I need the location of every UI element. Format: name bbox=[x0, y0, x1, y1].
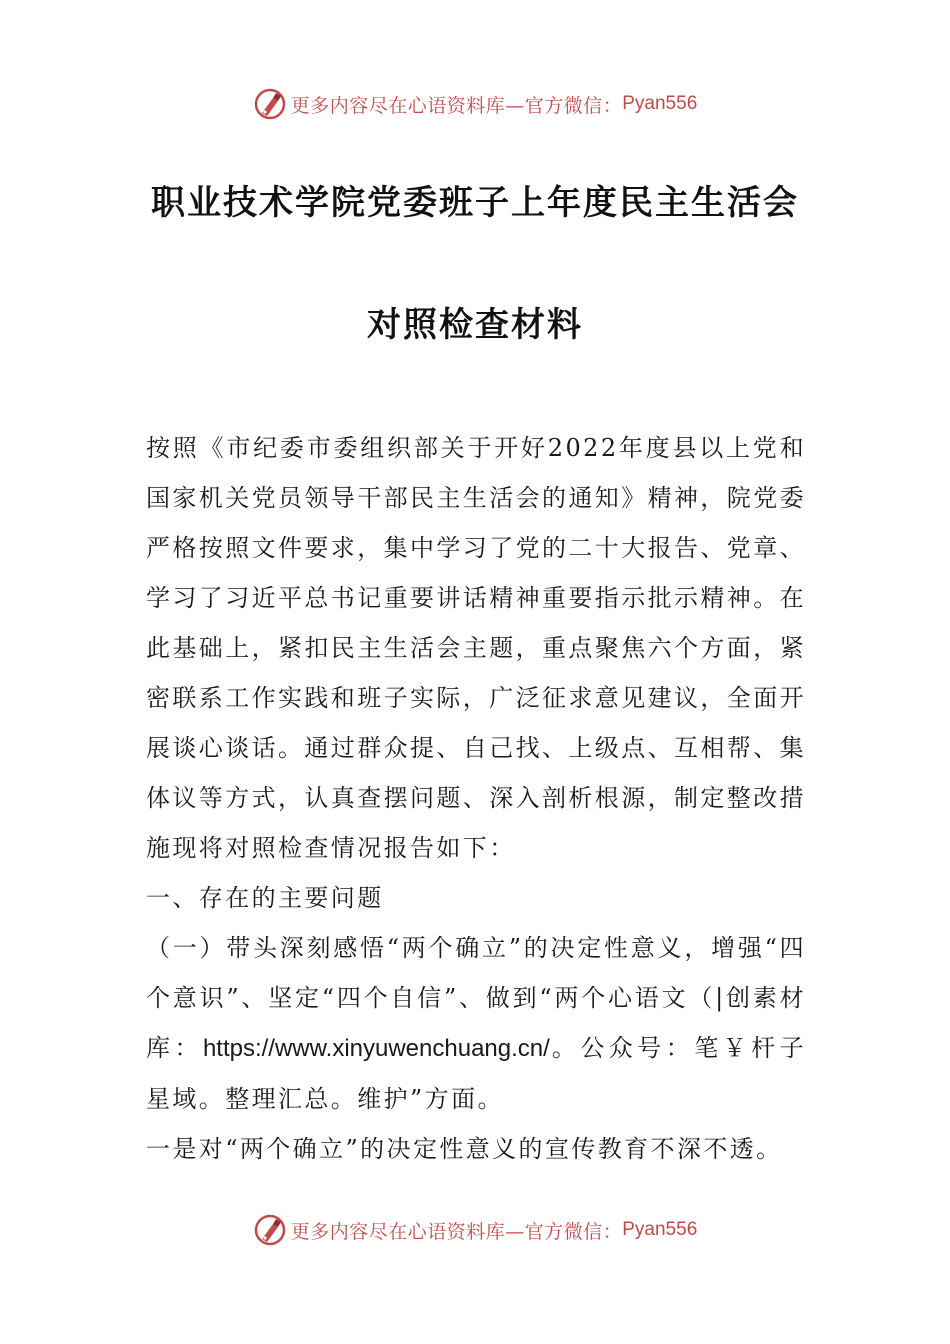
document-body bbox=[146, 423, 806, 1174]
pen-nib-logo-icon bbox=[253, 87, 287, 121]
banner-text: 更多内容尽在心语资料库—官方微信： bbox=[290, 1220, 623, 1243]
subsection-text-end: 。公众号：笔￥杆子星域。整理汇总。维护”方面。 bbox=[146, 1034, 806, 1113]
pen-nib-logo-icon bbox=[253, 1213, 287, 1247]
point-one: 一是对“两个确立”的决定性意义的宣传教育不深不透。 bbox=[146, 1135, 783, 1163]
subsection-text-start: （一）带头深刻感悟“两个确立”的决定性意义，增强“四个意识”、坚定“四个自信”、做到“两个心语文（|创素材库： bbox=[146, 934, 806, 1062]
banner-text: 更多内容尽在心语资料库—官方微信： bbox=[290, 94, 623, 117]
subsection-paragraph bbox=[146, 923, 806, 1124]
document-title-line2: 对照检查材料 bbox=[367, 305, 583, 345]
subsection-url: https://www.xinyuwenchuang.cn/ bbox=[202, 1035, 550, 1062]
document-title-line1: 职业技术学院党委班子上年度民主生活会 bbox=[151, 183, 799, 223]
banner-wechat-id: Pyan556 bbox=[622, 93, 698, 114]
banner-wechat-id: Pyan556 bbox=[622, 1219, 698, 1240]
section-heading: 一、存在的主要问题 bbox=[146, 884, 384, 912]
footer-watermark-banner bbox=[0, 1210, 950, 1250]
intro-paragraph: 按照《市纪委市委组织部关于开好2022年度县以上党和国家机关党员领导干部民主生活会的通知》精神，院党委严格按照文件要求，集中学习了党的二十大报告、党章、学习了习近平总书记重要讲话精神重要指示批示精神。在此基础上，紧扣民主生活会主题，重点聚焦六个方面，紧密联系工作实践和班子实际，广泛征求意见建议，全面开展谈心谈话。通过群众提、自己找、上级点、互相帮、集体议等方式，认真查摆问题、深入剖析根源，制定整改措施现将对照检查情况报告如下： bbox=[146, 434, 806, 862]
header-watermark-banner bbox=[0, 84, 950, 124]
